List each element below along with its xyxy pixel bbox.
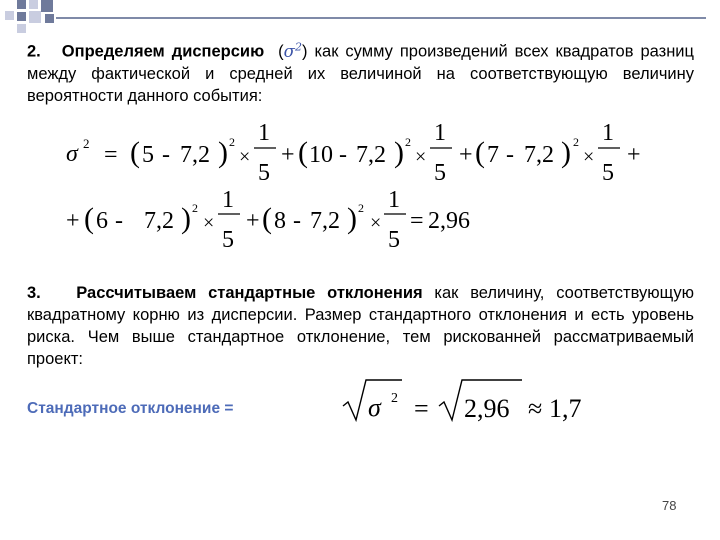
decor-square [17, 24, 26, 33]
exponent: 2 [391, 391, 398, 406]
minus-sign: - [293, 208, 301, 234]
fraction-numerator: 1 [434, 120, 446, 146]
fraction-denominator: 5 [258, 160, 270, 186]
sqrt-icon [343, 380, 402, 420]
fraction-denominator: 5 [388, 227, 400, 253]
minus-sign: - [162, 142, 170, 168]
times-sign: × [203, 212, 215, 234]
term-value: 8 [274, 208, 286, 234]
minus-sign: - [339, 142, 347, 168]
paren-close: ) [394, 136, 404, 169]
term-value: 6 [96, 208, 108, 234]
sigma-symbol: σ [66, 141, 78, 167]
std-inner-value: 2,96 [464, 394, 510, 423]
plus-sign: + [459, 142, 473, 168]
std-label: Стандартное отклонение = [27, 400, 234, 417]
exponent: 2 [192, 201, 198, 215]
fraction-numerator: 1 [602, 120, 614, 146]
item3-paragraph [27, 282, 694, 370]
exponent: 2 [405, 135, 411, 149]
sigma-symbol: $\sigma^2$ [283, 40, 302, 61]
decor-square [41, 0, 53, 12]
paren-open: ( [130, 136, 140, 169]
sigma-symbol: σ [368, 393, 381, 422]
item2-text: как сумму произведений всех квадратов разниц между фактической и средней их величиной на соответствующую величину вероятности данного события: [27, 42, 694, 105]
plus-sign: + [66, 208, 80, 234]
decor-square [29, 11, 41, 23]
minus-sign: - [115, 208, 123, 234]
equals-sign: = [104, 142, 118, 168]
exponent: 2 [229, 135, 235, 149]
fraction-numerator: 1 [222, 187, 234, 213]
mean-value: 7,2 [524, 142, 554, 168]
mean-value: 7,2 [310, 208, 340, 234]
paren-open: ( [278, 42, 284, 61]
exponent: 2 [573, 135, 579, 149]
times-sign: × [583, 146, 595, 168]
times-sign: × [370, 212, 382, 234]
times-sign: × [415, 146, 427, 168]
exponent: 2 [83, 136, 90, 151]
mean-value: 7,2 [356, 142, 386, 168]
std-result: 1,7 [549, 394, 582, 423]
decor-square [17, 12, 26, 21]
decor-square [45, 14, 54, 23]
item2-paragraph [27, 36, 694, 107]
page-number: 78 [662, 498, 677, 513]
paren-open: ( [262, 202, 272, 235]
item3-text: как величину, соответствующую квадратному корню из дисперсии. Размер стандартного отклонения и есть уровень риска. Чем выше стандартное отклонение, тем рискованней рассматриваемый проект: [27, 284, 694, 368]
approx-sign: ≈ [528, 394, 543, 423]
item2-heading: Определяем дисперсию [61, 42, 265, 61]
paren-open: ( [298, 136, 308, 169]
fraction-denominator: 5 [434, 160, 446, 186]
equals-sign: = [414, 394, 429, 423]
paren-close: ) [301, 42, 308, 61]
decor-square [17, 0, 26, 9]
top-divider [56, 17, 706, 19]
paren-open: ( [84, 202, 94, 235]
fraction-denominator: 5 [222, 227, 234, 253]
times-sign: × [239, 146, 251, 168]
item3-number: 3. [27, 284, 41, 302]
plus-sign: + [627, 142, 641, 168]
plus-sign: + [246, 208, 260, 234]
sqrt-icon [439, 380, 522, 420]
fraction-numerator: 1 [388, 187, 400, 213]
minus-sign: - [506, 142, 514, 168]
item2-number: 2. [27, 42, 41, 61]
term-value: 7 [487, 142, 499, 168]
decor-square [29, 0, 38, 9]
equals-sign: = [410, 208, 424, 234]
paren-close: ) [561, 136, 571, 169]
paren-close: ) [181, 202, 191, 235]
variance-result: 2,96 [428, 208, 470, 234]
paren-close: ) [218, 136, 228, 169]
mean-value: 7,2 [180, 142, 210, 168]
exponent: 2 [358, 201, 364, 215]
term-value: 5 [142, 142, 154, 168]
term-value: 10 [309, 142, 333, 168]
paren-close: ) [347, 202, 357, 235]
decor-square [5, 11, 14, 20]
fraction-numerator: 1 [258, 120, 270, 146]
item3-heading: Рассчитываем стандартные отклонения [76, 284, 423, 302]
fraction-denominator: 5 [602, 160, 614, 186]
mean-value: 7,2 [144, 208, 174, 234]
plus-sign: + [281, 142, 295, 168]
paren-open: ( [475, 136, 485, 169]
